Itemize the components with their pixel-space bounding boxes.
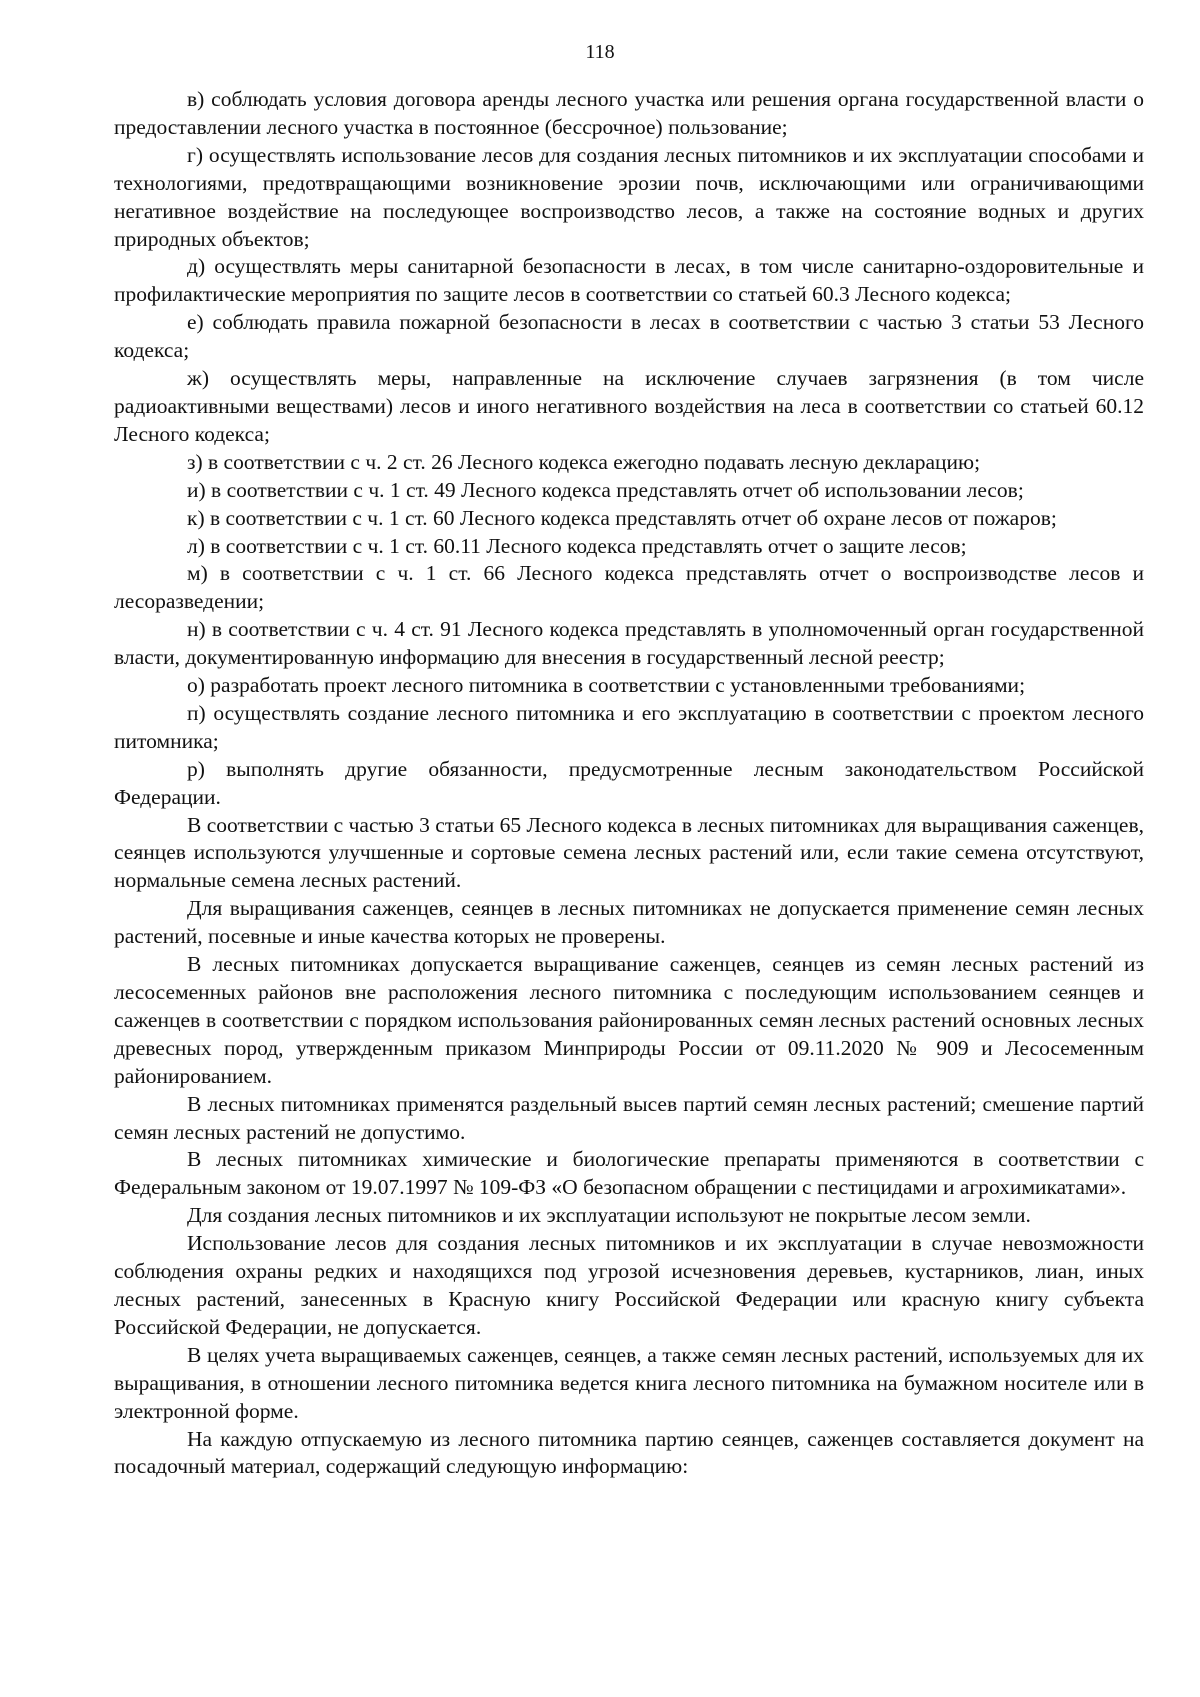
page-number: 118 [585, 41, 615, 63]
paragraph: з) в соответствии с ч. 2 ст. 26 Лесного кодекса ежегодно подавать лесную декларацию; [187, 449, 981, 474]
paragraph: п) осуществлять создание лесного питомника и его эксплуатацию в соответствии с проектом лесного питомника; [114, 700, 1144, 753]
paragraph: д) осуществлять меры санитарной безопасности в лесах, в том числе санитарно-оздоровительные и профилактические мероприятия по защите лесов в соответствии со статьей 60.3 Лесного кодекса; [114, 254, 1144, 307]
paragraph: В целях учета выращиваемых саженцев, сеянцев, а также семян лесных растений, используемых для их выращивания, в отношении лесного питомника ведется книга лесного питомника на бумажном носителе или в электронной форме. [114, 1342, 1144, 1423]
paragraph: г) осуществлять использование лесов для создания лесных питомников и их эксплуатации способами и технологиями, предотвращающими возникновение эрозии почв, исключающими или ограничивающими негативное воздействие на последующее воспроизводство лесов, а также на состояние водных и других природных объектов; [114, 142, 1144, 251]
paragraph: и) в соответствии с ч. 1 ст. 49 Лесного кодекса представлять отчет об использовании лесов; [187, 477, 1024, 502]
paragraph: В соответствии с частью 3 статьи 65 Лесного кодекса в лесных питомниках для выращивания саженцев, сеянцев используются улучшенные и сортовые семена лесных растений или, если такие семена отсутствуют, нормальные семена лесных растений. [114, 812, 1144, 893]
paragraph: е) соблюдать правила пожарной безопасности в лесах в соответствии с частью 3 статьи 53 Лесного кодекса; [114, 310, 1144, 363]
paragraph: В лесных питомниках допускается выращивание саженцев, сеянцев из семян лесных растений из лесосеменных районов вне расположения лесного питомника с последующим использованием сеянцев и саженцев в соответствии с порядком использования районированных семян лесных растений основных лесных древесных пород, утвержденным приказом Минприроды России от 09.11.2020 № 909 и Лесосеменным районированием. [114, 952, 1144, 1088]
paragraph: На каждую отпускаемую из лесного питомника партию сеянцев, саженцев составляется документ на посадочный материал, содержащий следующую информацию: [114, 1426, 1144, 1479]
paragraph: Использование лесов для создания лесных питомников и их эксплуатации в случае невозможности соблюдения охраны редких и находящихся под угрозой исчезновения деревьев, кустарников, лиан, иных лесных растений, занесенных в Красную книгу Российской Федерации или красную книгу субъекта Российской Федерации, не допускается. [114, 1231, 1144, 1339]
paragraph: ж) осуществлять меры, направленные на исключение случаев загрязнения (в том числе радиоактивными веществами) лесов и иного негативного воздействия на леса в соответствии со статьей 60.12 Лесного кодекса; [114, 366, 1144, 446]
paragraph: к) в соответствии с ч. 1 ст. 60 Лесного кодекса представлять отчет об охране лесов от пожаров; [187, 505, 1057, 530]
paragraph: о) разработать проект лесного питомника в соответствии с установленными требованиями; [187, 673, 1026, 698]
paragraph: р) выполнять другие обязанности, предусмотренные лесным законодательством Российской Федерации. [114, 756, 1144, 809]
paragraph: н) в соответствии с ч. 4 ст. 91 Лесного кодекса представлять в уполномоченный орган государственной власти, документированную информацию для внесения в государственный лесной реестр; [114, 617, 1144, 670]
paragraph: л) в соответствии с ч. 1 ст. 60.11 Лесного кодекса представлять отчет о защите лесов; [187, 533, 967, 558]
paragraph: В лесных питомниках применятся раздельный высев партий семян лесных растений; смешение партий семян лесных растений не допустимо. [114, 1091, 1144, 1144]
document-body [114, 86, 1144, 1481]
paragraph: Для выращивания саженцев, сеянцев в лесных питомниках не допускается применение семян лесных растений, посевные и иные качества которых не проверены. [114, 896, 1144, 949]
paragraph: в) соблюдать условия договора аренды лесного участка или решения органа государственной власти о предоставлении лесного участка в постоянное (бессрочное) пользование; [114, 87, 1144, 139]
paragraph: В лесных питомниках химические и биологические препараты применяются в соответствии с Федеральным законом от 19.07.1997 № 109-ФЗ «О безопасном обращении с пестицидами и агрохимикатами». [114, 1147, 1144, 1200]
paragraph: м) в соответствии с ч. 1 ст. 66 Лесного кодекса представлять отчет о воспроизводстве лесов и лесоразведении; [114, 561, 1144, 614]
paragraph: Для создания лесных питомников и их эксплуатации используют не покрытые лесом земли. [187, 1203, 1031, 1228]
